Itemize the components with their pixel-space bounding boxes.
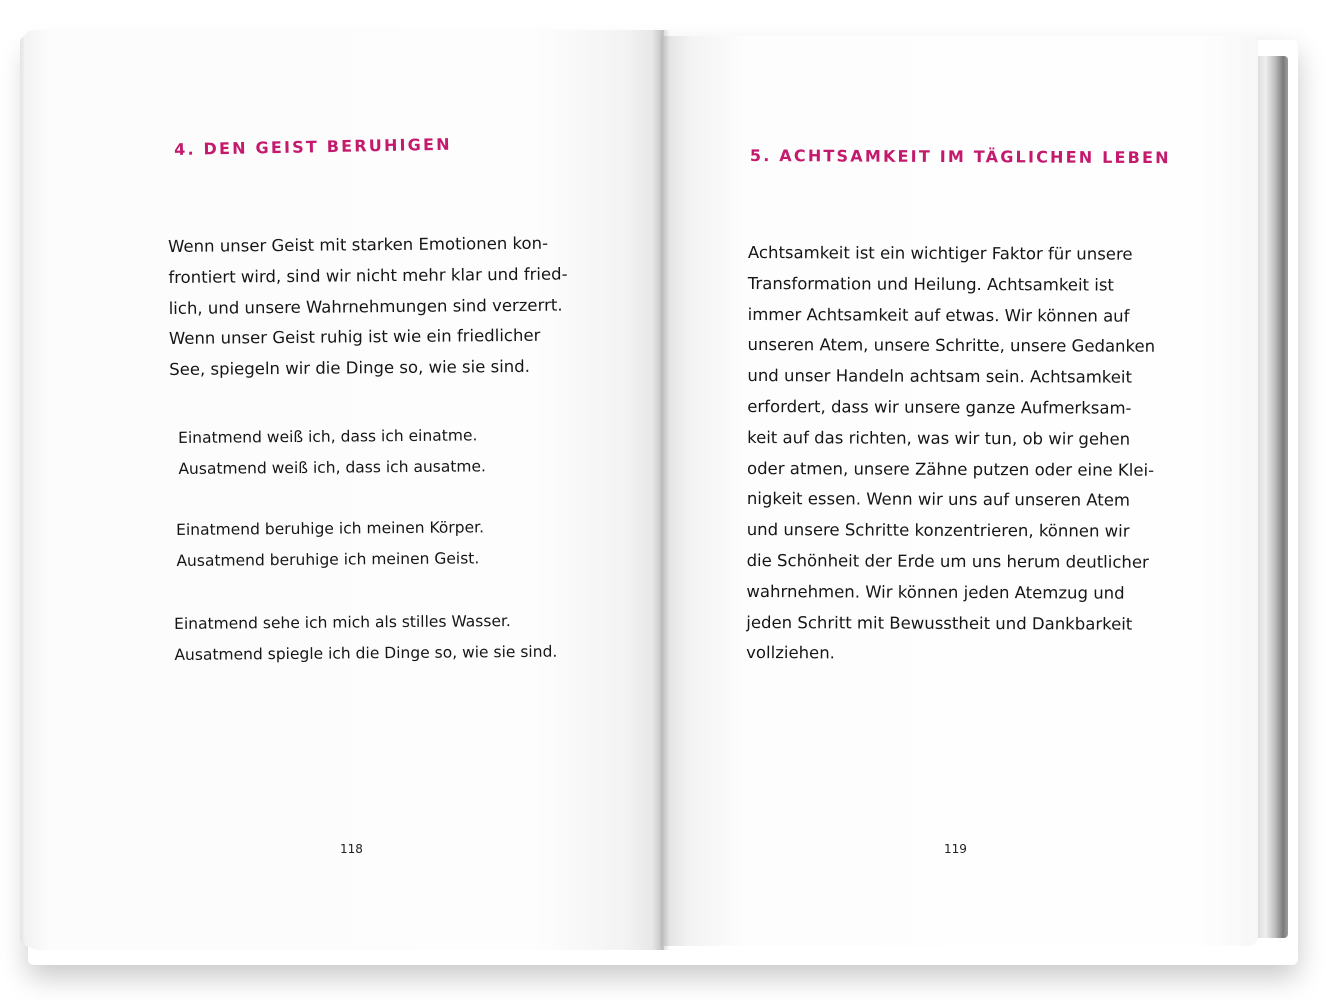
- verse-still-water: [174, 606, 557, 671]
- verse-line: Einatmend sehe ich mich als stilles Wasser.: [174, 612, 511, 633]
- right-paragraph: [746, 238, 1155, 671]
- book-gutter: [652, 30, 670, 950]
- book-page-stack-edge: [1256, 56, 1288, 938]
- left-paragraph: [168, 229, 568, 386]
- verse-breathing-awareness: [178, 420, 486, 485]
- paragraph-line: die Schönheit der Erde um uns herum deutlicher: [746, 550, 1149, 572]
- paragraph-line: Transformation und Heilung. Achtsamkeit ist: [747, 273, 1114, 295]
- verse-line: Ausatmend beruhige ich meinen Geist.: [176, 549, 480, 570]
- verse-calming: [176, 512, 484, 577]
- left-page-number: 118: [340, 842, 363, 856]
- paragraph-line: Achtsamkeit ist ein wichtiger Faktor für unsere: [747, 242, 1133, 264]
- paragraph-line: erfordert, dass wir unsere ganze Aufmerksam-: [747, 396, 1132, 418]
- paragraph-line: unseren Atem, unsere Schritte, unsere Gedanken: [747, 335, 1156, 357]
- paragraph-line: See, spiegeln wir die Dinge so, wie sie sind.: [169, 357, 531, 380]
- left-chapter-heading: 4. DEN GEIST BERUHIGEN: [174, 134, 452, 159]
- verse-line: Ausatmend spiegle ich die Dinge so, wie sie sind.: [174, 642, 558, 664]
- paragraph-line: vollziehen.: [746, 643, 835, 663]
- verse-line: Ausatmend weiß ich, dass ich ausatme.: [178, 457, 487, 478]
- paragraph-line: Wenn unser Geist ruhig ist wie ein friedlicher: [168, 326, 541, 349]
- left-page: [24, 30, 664, 950]
- paragraph-line: keit auf das richten, was wir tun, ob wir gehen: [747, 427, 1131, 449]
- paragraph-line: wahrnehmen. Wir können jeden Atemzug und: [746, 581, 1125, 603]
- verse-line: Einatmend weiß ich, dass ich einatme.: [178, 426, 478, 447]
- right-page-number: 119: [944, 842, 967, 856]
- paragraph-line: nigkeit essen. Wenn wir uns auf unseren Atem: [746, 489, 1131, 511]
- paragraph-line: frontiert wird, sind wir nicht mehr klar und fried-: [168, 264, 568, 287]
- paragraph-line: Wenn unser Geist mit starken Emotionen kon-: [168, 233, 549, 256]
- right-chapter-heading: 5. ACHTSAMKEIT IM TÄGLICHEN LEBEN: [749, 146, 1171, 168]
- verse-line: Einatmend beruhige ich meinen Körper.: [176, 518, 485, 539]
- paragraph-line: und unsere Schritte konzentrieren, können wir: [746, 520, 1130, 541]
- paragraph-line: immer Achtsamkeit auf etwas. Wir können auf: [747, 304, 1130, 326]
- paragraph-line: jeden Schritt mit Bewusstheit und Dankbarkeit: [746, 612, 1133, 634]
- paragraph-line: lich, und unsere Wahrnehmungen sind verzerrt.: [168, 295, 563, 318]
- paragraph-line: oder atmen, unsere Zähne putzen oder eine Klei-: [746, 458, 1155, 480]
- paragraph-line: und unser Handeln achtsam sein. Achtsamkeit: [747, 366, 1133, 387]
